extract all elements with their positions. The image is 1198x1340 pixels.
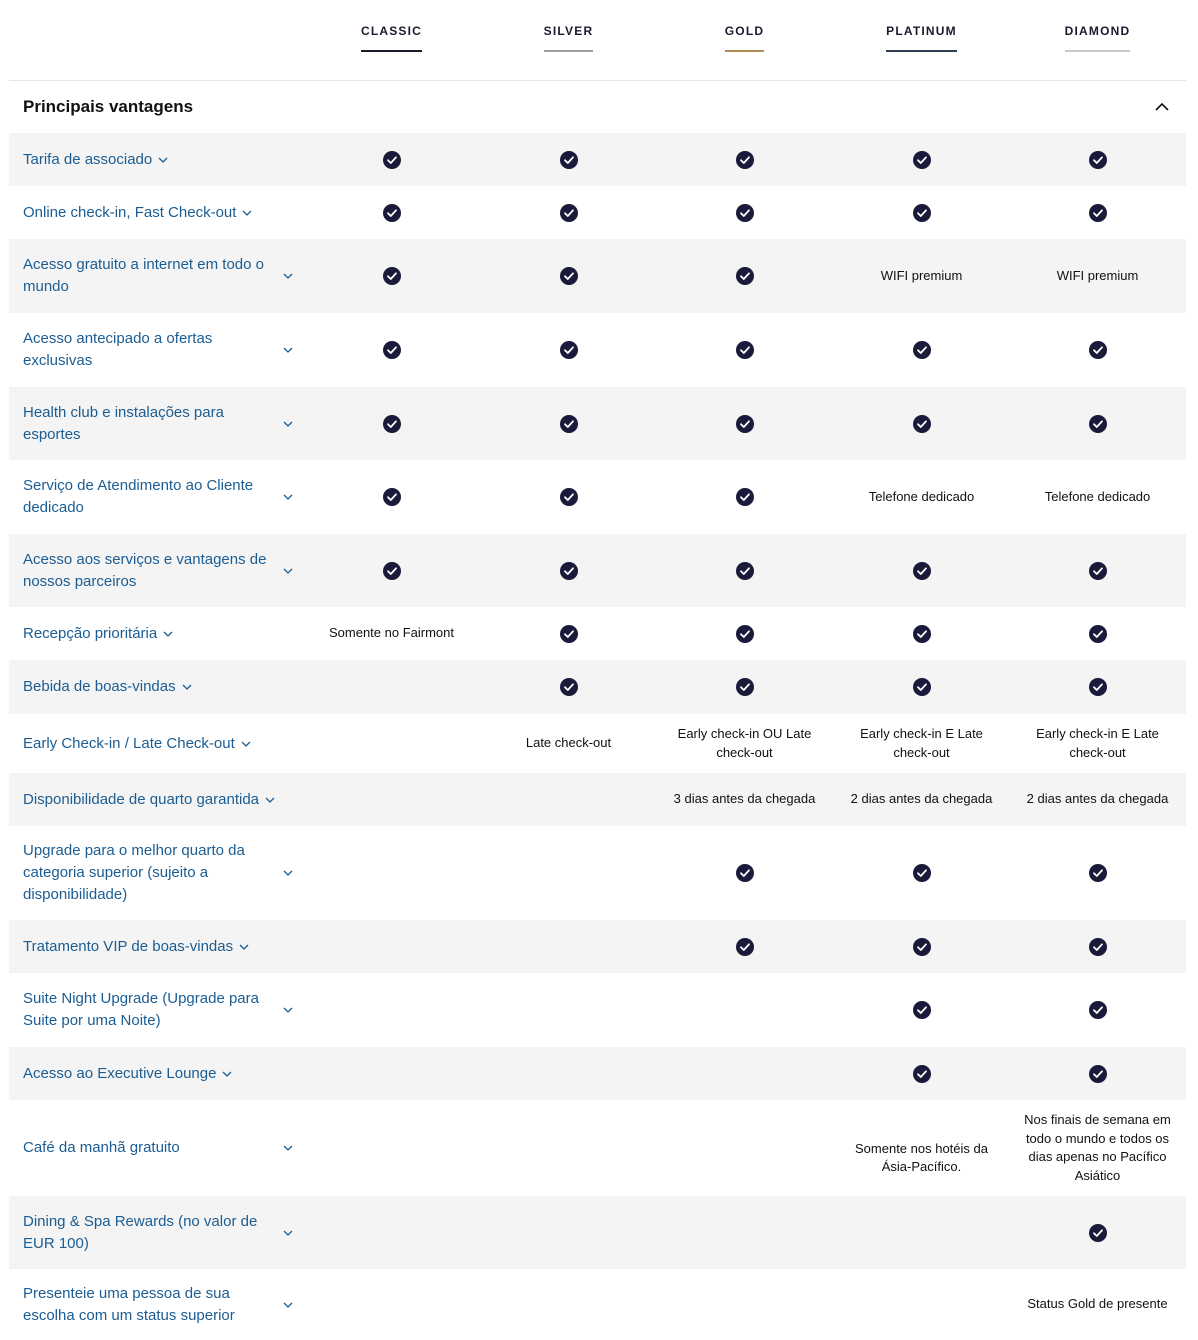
benefit-toggle[interactable] (23, 313, 293, 387)
cell-silver (480, 133, 657, 186)
check-icon (383, 341, 401, 359)
benefit-toggle[interactable] (23, 534, 293, 607)
benefit-label: Online check-in, Fast Check-out (23, 203, 237, 221)
cell-platinum (833, 239, 1010, 313)
benefit-label: Acesso aos serviços e vantagens de nossos parceiros (23, 550, 267, 590)
check-icon (1089, 204, 1107, 222)
table-row (9, 1100, 1186, 1196)
cell-diamond (1009, 660, 1186, 714)
cell-classic (303, 534, 480, 607)
check-icon (736, 625, 754, 643)
cell-platinum (833, 133, 1010, 186)
check-icon (560, 678, 578, 696)
check-icon (1089, 151, 1107, 169)
benefit-toggle[interactable] (23, 387, 293, 460)
benefit-label: Bebida de boas-vindas (23, 678, 176, 695)
cell-classic (303, 607, 480, 660)
cell-silver (480, 239, 657, 313)
table-row (9, 534, 1186, 607)
cell-silver (480, 714, 657, 773)
check-icon (383, 151, 401, 169)
cell-silver (480, 607, 657, 660)
cell-text: 2 dias antes da chegada (1026, 791, 1169, 807)
cell-diamond (1009, 1047, 1186, 1100)
cell-text: Telefone dedicado (1044, 488, 1151, 504)
benefit-toggle[interactable] (23, 973, 293, 1047)
cell-diamond (1009, 826, 1186, 920)
check-icon (383, 267, 401, 285)
chevron-down-icon[interactable] (241, 739, 251, 749)
check-icon (1089, 341, 1107, 359)
cell-classic (303, 313, 480, 387)
table-row (9, 313, 1186, 387)
cell-gold (656, 826, 833, 920)
cell-classic (303, 387, 480, 460)
cell-platinum (833, 920, 1010, 973)
cell-silver (480, 313, 657, 387)
benefit-label: Early Check-in / Late Check-out (23, 734, 235, 752)
cell-platinum (833, 607, 1010, 660)
cell-silver (480, 186, 657, 239)
cell-text: WIFI premium (1056, 267, 1139, 283)
table-row (9, 973, 1186, 1047)
tier-label: SILVER (544, 24, 594, 52)
cell-silver (480, 534, 657, 607)
check-icon (736, 938, 754, 956)
chevron-down-icon[interactable] (283, 271, 293, 281)
benefit-label: Health club e instalações para esportes (23, 403, 224, 443)
check-icon (1089, 415, 1107, 433)
check-icon (736, 678, 754, 696)
cell-diamond (1009, 460, 1186, 534)
check-icon (913, 678, 931, 696)
section-title: Principais vantagens (23, 97, 194, 116)
benefit-toggle[interactable] (23, 920, 293, 973)
chevron-down-icon[interactable] (283, 345, 293, 355)
check-icon (560, 204, 578, 222)
cell-gold (656, 186, 833, 239)
cell-diamond (1009, 239, 1186, 313)
benefit-label: Tratamento VIP de boas-vindas (23, 937, 234, 955)
cell-diamond (1009, 1196, 1186, 1269)
check-icon (913, 938, 931, 956)
check-icon (383, 204, 401, 222)
cell-diamond (1009, 607, 1186, 660)
benefit-label: Disponibilidade de quarto garantida (23, 790, 260, 808)
cell-platinum (833, 1100, 1010, 1196)
tier-tab-classic[interactable] (303, 22, 480, 52)
table-row (9, 1269, 1186, 1340)
cell-classic (303, 186, 480, 239)
benefit-label: Dining & Spa Rewards (no valor de EUR 100) (23, 1212, 258, 1252)
cell-gold (656, 239, 833, 313)
benefit-toggle[interactable] (23, 773, 293, 826)
chevron-down-icon[interactable] (283, 1300, 293, 1310)
check-icon (736, 267, 754, 285)
check-icon (1089, 1224, 1107, 1242)
table-row (9, 773, 1186, 826)
cell-platinum (833, 826, 1010, 920)
cell-platinum (833, 973, 1010, 1047)
benefit-toggle[interactable] (23, 1269, 293, 1340)
cell-diamond (1009, 1269, 1186, 1340)
benefit-toggle[interactable] (23, 1196, 293, 1269)
check-icon (913, 415, 931, 433)
check-icon (913, 625, 931, 643)
tier-label: GOLD (725, 24, 764, 52)
cell-text: Somente no Fairmont (328, 625, 454, 641)
cell-platinum (833, 313, 1010, 387)
cell-diamond (1009, 133, 1186, 186)
chevron-down-icon[interactable] (283, 1228, 293, 1238)
check-icon (383, 415, 401, 433)
table-row (9, 460, 1186, 534)
benefit-label: Café da manhã gratuito (23, 1139, 180, 1156)
tier-header (9, 0, 1186, 81)
cell-platinum (833, 660, 1010, 714)
benefit-label: Tarifa de associado (23, 150, 153, 168)
cell-gold (656, 387, 833, 460)
benefit-toggle[interactable] (23, 1047, 293, 1100)
tier-tab-platinum[interactable] (833, 22, 1010, 52)
cell-gold (656, 313, 833, 387)
benefit-toggle[interactable] (23, 460, 293, 534)
cell-platinum (833, 387, 1010, 460)
cell-diamond (1009, 973, 1186, 1047)
check-icon (736, 864, 754, 882)
tier-tab-diamond[interactable] (1009, 22, 1186, 52)
table-row (9, 1047, 1186, 1100)
cell-text: Nos finais de semana em todo o mundo e todos os dias apenas no Pacífico Asiático (1024, 1112, 1171, 1183)
cell-gold (656, 133, 833, 186)
benefit-label: Acesso ao Executive Lounge (23, 1064, 217, 1082)
chevron-down-icon[interactable] (283, 492, 293, 502)
chevron-down-icon[interactable] (265, 795, 275, 805)
benefit-toggle[interactable] (23, 186, 293, 239)
table-row (9, 133, 1186, 186)
tier-label: DIAMOND (1065, 24, 1131, 52)
benefit-toggle[interactable] (23, 133, 293, 186)
cell-diamond (1009, 714, 1186, 773)
chevron-down-icon[interactable] (283, 868, 293, 878)
check-icon (736, 151, 754, 169)
cell-gold (656, 773, 833, 826)
check-icon (1089, 678, 1107, 696)
cell-gold (656, 534, 833, 607)
table-row (9, 920, 1186, 973)
cell-classic (303, 133, 480, 186)
chevron-down-icon[interactable] (182, 682, 192, 692)
benefit-label: Presenteie uma pessoa de sua escolha com um status superior (23, 1284, 235, 1324)
benefit-toggle[interactable] (23, 239, 293, 313)
benefit-toggle[interactable] (23, 607, 293, 660)
cell-diamond (1009, 387, 1186, 460)
cell-text: Telefone dedicado (868, 488, 975, 504)
check-icon (1089, 562, 1107, 580)
chevron-down-icon[interactable] (283, 566, 293, 576)
check-icon (1089, 625, 1107, 643)
cell-text: Early check-in OU Late check-out (677, 726, 812, 760)
section-header[interactable] (9, 81, 1186, 133)
benefit-label: Recepção prioritária (23, 624, 158, 642)
cell-silver (480, 460, 657, 534)
chevron-down-icon[interactable] (283, 1143, 293, 1153)
cell-platinum (833, 186, 1010, 239)
table-row (9, 1196, 1186, 1269)
chevron-down-icon[interactable] (158, 155, 168, 165)
cell-diamond (1009, 534, 1186, 607)
chevron-down-icon[interactable] (239, 942, 249, 952)
tier-label: PLATINUM (886, 24, 957, 52)
chevron-down-icon[interactable] (283, 419, 293, 429)
benefit-toggle[interactable] (23, 660, 293, 714)
cell-platinum (833, 714, 1010, 773)
chevron-down-icon[interactable] (163, 629, 173, 639)
chevron-up-icon[interactable] (1154, 99, 1170, 115)
table-row (9, 660, 1186, 714)
tier-label: CLASSIC (361, 24, 422, 52)
check-icon (913, 1001, 931, 1019)
table-row (9, 186, 1186, 239)
cell-text: 2 dias antes da chegada (850, 791, 993, 807)
cell-diamond (1009, 186, 1186, 239)
cell-text: Late check-out (525, 735, 612, 751)
check-icon (383, 562, 401, 580)
check-icon (736, 488, 754, 506)
cell-platinum (833, 1047, 1010, 1100)
tier-tab-silver[interactable] (480, 22, 657, 52)
check-icon (560, 151, 578, 169)
check-icon (913, 341, 931, 359)
tier-tab-gold[interactable] (656, 22, 833, 52)
check-icon (913, 1065, 931, 1083)
benefit-label: Upgrade para o melhor quarto da categoria superior (sujeito a disponibilidade) (23, 842, 245, 903)
chevron-down-icon[interactable] (222, 1069, 232, 1079)
cell-gold (656, 920, 833, 973)
chevron-down-icon[interactable] (283, 1005, 293, 1015)
table-row (9, 607, 1186, 660)
benefit-label: Acesso gratuito a internet em todo o mundo (23, 256, 264, 295)
table-row (9, 387, 1186, 460)
check-icon (1089, 1065, 1107, 1083)
cell-gold (656, 660, 833, 714)
cell-gold (656, 607, 833, 660)
cell-text: WIFI premium (880, 267, 963, 283)
benefit-label: Serviço de Atendimento ao Cliente dedicado (23, 477, 254, 516)
check-icon (913, 151, 931, 169)
check-icon (736, 562, 754, 580)
check-icon (383, 488, 401, 506)
cell-text: 3 dias antes da chegada (673, 791, 816, 807)
cell-gold (656, 714, 833, 773)
cell-diamond (1009, 773, 1186, 826)
cell-text: Somente nos hotéis da Ásia-Pacífico. (855, 1140, 988, 1174)
check-icon (1089, 864, 1107, 882)
check-icon (736, 204, 754, 222)
cell-classic (303, 460, 480, 534)
cell-text: Status Gold de presente (1027, 1296, 1168, 1312)
table-row (9, 239, 1186, 313)
table-row (9, 714, 1186, 773)
benefit-toggle[interactable] (23, 1100, 293, 1196)
check-icon (736, 341, 754, 359)
cell-platinum (833, 534, 1010, 607)
check-icon (1089, 938, 1107, 956)
check-icon (913, 204, 931, 222)
cell-silver (480, 660, 657, 714)
cell-platinum (833, 460, 1010, 534)
benefit-label: Suite Night Upgrade (Upgrade para Suite por uma Noite) (23, 990, 259, 1029)
benefit-toggle[interactable] (23, 714, 293, 773)
check-icon (913, 864, 931, 882)
check-icon (1089, 1001, 1107, 1019)
cell-classic (303, 239, 480, 313)
cell-platinum (833, 773, 1010, 826)
cell-text: Early check-in E Late check-out (860, 726, 983, 760)
cell-gold (656, 460, 833, 534)
chevron-down-icon[interactable] (242, 208, 252, 218)
check-icon (560, 267, 578, 285)
check-icon (736, 415, 754, 433)
check-icon (560, 488, 578, 506)
check-icon (560, 562, 578, 580)
benefit-toggle[interactable] (23, 826, 293, 920)
cell-diamond (1009, 920, 1186, 973)
cell-diamond (1009, 1100, 1186, 1196)
cell-text: Early check-in E Late check-out (1036, 726, 1159, 760)
table-row (9, 826, 1186, 920)
check-icon (560, 625, 578, 643)
cell-silver (480, 387, 657, 460)
benefit-label: Acesso antecipado a ofertas exclusivas (23, 330, 213, 369)
cell-diamond (1009, 313, 1186, 387)
check-icon (560, 415, 578, 433)
check-icon (560, 341, 578, 359)
check-icon (913, 562, 931, 580)
